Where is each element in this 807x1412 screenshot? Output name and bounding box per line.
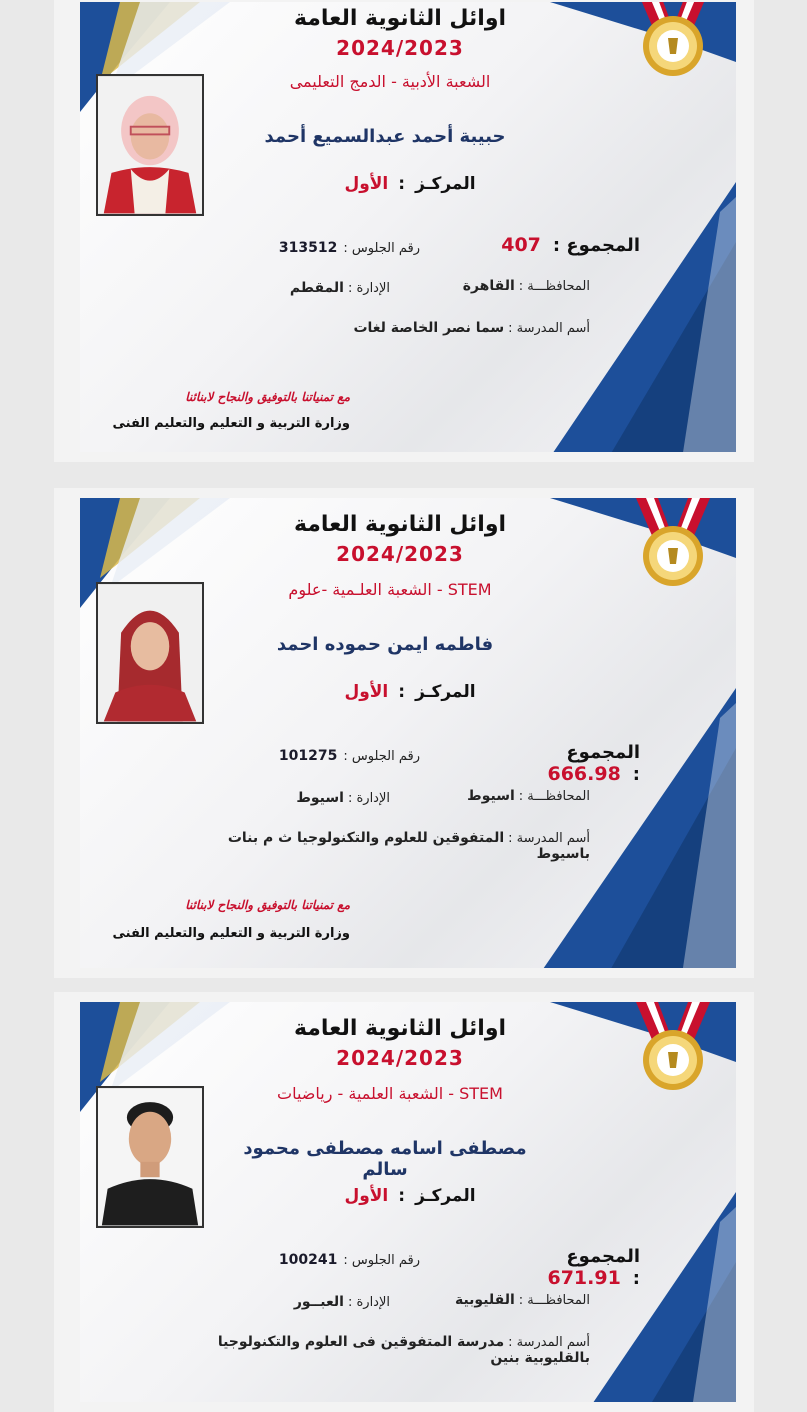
administration-value: العبــور xyxy=(293,1294,344,1310)
seat-row xyxy=(240,240,420,256)
administration-row xyxy=(270,790,390,806)
rank-label: المركـز xyxy=(415,174,476,194)
school-value: سما نصر الخاصة لغات xyxy=(353,320,505,336)
total-row xyxy=(480,1246,640,1289)
seat-number: 100241 xyxy=(278,1252,338,1268)
branch: الشعبة الأدبية - الدمج التعليمى xyxy=(289,72,491,91)
total-row xyxy=(480,742,640,785)
total-value: 407 xyxy=(501,234,541,256)
heading: اوائل الثانوية العامة xyxy=(293,1016,507,1041)
rank-colon: : xyxy=(398,682,406,702)
school-row xyxy=(150,1334,590,1366)
student-name: فاطمه ايمن حموده احمد xyxy=(276,634,494,655)
student-name: حبيبة أحمد عبدالسميع أحمد xyxy=(264,126,506,147)
rank-colon: : xyxy=(398,1186,406,1206)
administration-row xyxy=(270,280,390,296)
seat-row xyxy=(240,748,420,764)
governorate-value: اسيوط xyxy=(467,788,515,804)
year: 2024/2023 xyxy=(336,542,464,566)
governorate-label: المحافظـــة : xyxy=(518,1293,590,1308)
school-label: أسم المدرسة : xyxy=(508,831,590,846)
total-label: المجموع : xyxy=(566,1246,640,1289)
seat-number: 313512 xyxy=(278,240,338,256)
school-row xyxy=(190,830,590,862)
wishes-text: مع تمنياتنا بالتوفيق والنجاح لابنائنا xyxy=(185,390,350,404)
school-row xyxy=(280,320,590,336)
rank-row xyxy=(310,174,510,194)
governorate-label: المحافظـــة : xyxy=(518,789,590,804)
ministry-medal-icon xyxy=(618,1002,728,1092)
rank-label: المركـز xyxy=(415,682,476,702)
total-label: المجموع : xyxy=(552,235,640,256)
administration-value: المقطم xyxy=(289,280,344,296)
branch: الشعبة العلـمية -علوم - STEM xyxy=(288,580,492,599)
rank-value: الأول xyxy=(344,682,389,702)
ministry-medal-icon xyxy=(618,498,728,588)
heading: اوائل الثانوية العامة xyxy=(293,512,507,537)
governorate-value: القاهرة xyxy=(462,278,515,294)
student-photo xyxy=(96,74,204,216)
branch: الشعبة العلمية - رياضيات - STEM xyxy=(277,1084,503,1103)
year: 2024/2023 xyxy=(336,1046,464,1070)
rank-label: المركـز xyxy=(415,1186,476,1206)
governorate-label: المحافظـــة : xyxy=(518,279,590,294)
governorate-row xyxy=(400,1292,590,1308)
governorate-row xyxy=(400,278,590,294)
rank-row xyxy=(310,1186,510,1206)
ministry-medal-icon xyxy=(618,0,728,78)
school-value: المتفوقين للعلوم والتكنولوجيا ث م بنات باسيوط xyxy=(227,830,590,862)
total-label: المجموع : xyxy=(566,742,640,785)
total-value: 671.91 xyxy=(547,1267,621,1289)
school-label: أسم المدرسة : xyxy=(508,1335,590,1350)
administration-label: الإدارة : xyxy=(347,1295,390,1310)
total-value: 666.98 xyxy=(547,763,621,785)
seat-label: رقم الجلوس : xyxy=(343,241,420,256)
year: 2024/2023 xyxy=(336,36,464,60)
seat-row xyxy=(240,1252,420,1268)
rank-value: الأول xyxy=(344,174,389,194)
rank-value: الأول xyxy=(344,1186,389,1206)
governorate-row xyxy=(400,788,590,804)
student-photo xyxy=(96,1086,204,1228)
heading: اوائل الثانوية العامة xyxy=(293,6,507,31)
ministry-name: وزارة التربية و التعليم والتعليم الفنى xyxy=(112,926,350,941)
student-name: مصطفى اسامه مصطفى محمود سالم xyxy=(243,1138,527,1180)
student-photo xyxy=(96,582,204,724)
administration-label: الإدارة : xyxy=(347,791,390,806)
school-value: مدرسة المتفوقين فى العلوم والتكنولوجيا بالقليوبية بنين xyxy=(217,1334,590,1366)
certificate-card xyxy=(54,488,754,978)
seat-label: رقم الجلوس : xyxy=(343,749,420,764)
administration-value: اسيوط xyxy=(296,790,344,806)
governorate-value: القليوبية xyxy=(454,1292,515,1308)
seat-number: 101275 xyxy=(278,748,338,764)
rank-colon: : xyxy=(398,174,406,194)
school-label: أسم المدرسة : xyxy=(508,321,590,336)
certificate-card xyxy=(54,992,754,1412)
ministry-name: وزارة التربية و التعليم والتعليم الفنى xyxy=(112,416,350,431)
administration-row xyxy=(270,1294,390,1310)
seat-label: رقم الجلوس : xyxy=(343,1253,420,1268)
administration-label: الإدارة : xyxy=(347,281,390,296)
rank-row xyxy=(310,682,510,702)
total-row xyxy=(480,234,640,256)
wishes-text: مع تمنياتنا بالتوفيق والنجاح لابنائنا xyxy=(185,898,350,912)
certificate-card xyxy=(54,0,754,462)
